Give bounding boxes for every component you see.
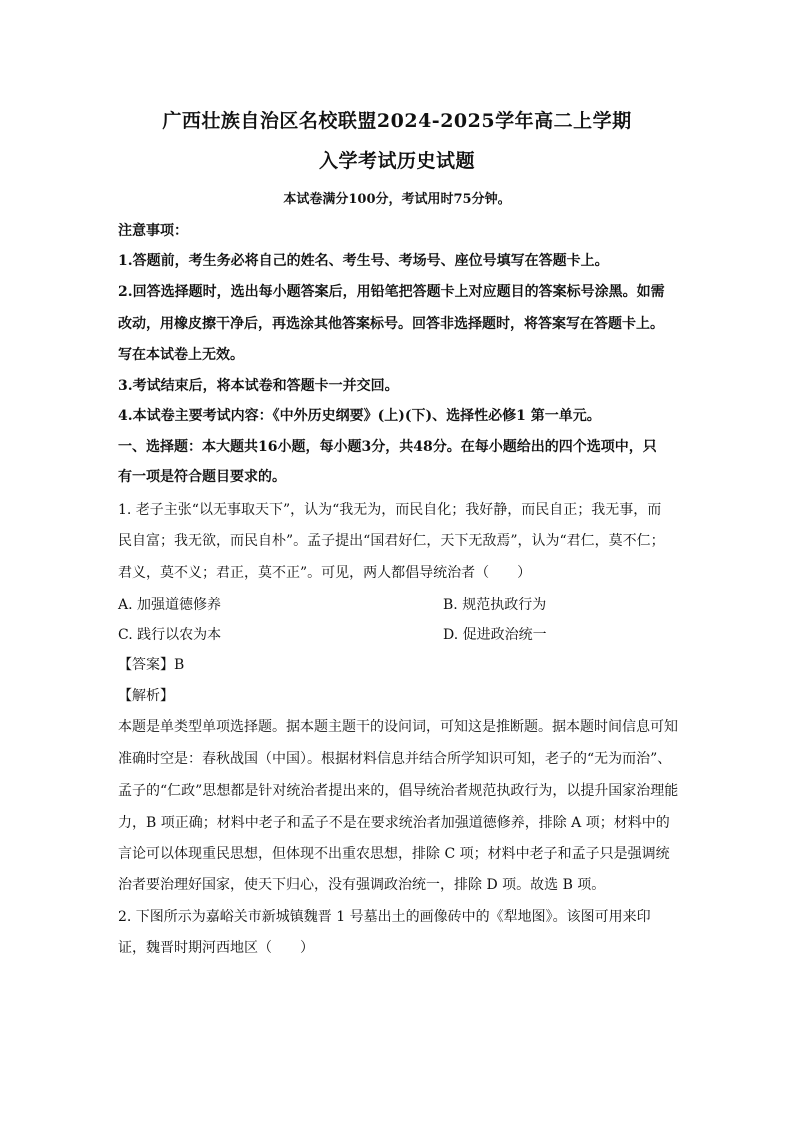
notes-item-2-end: 写在本试卷上无效。	[118, 347, 244, 363]
question-1-option-b: B. 规范执政行为	[443, 597, 547, 613]
notes-item-1: 1.答题前，考生务必将自己的姓名、考生号、考场号、座位号填写在答题卡上。	[118, 253, 609, 269]
exam-subtitle: 本试卷满分100分，考试用时75分钟。	[283, 192, 511, 207]
question-1-analysis-line3: 孟子的“仁政”思想都是针对统治者提出来的，倡导统治者规范执政行为，以提升国家治理能	[118, 783, 679, 799]
section-heading-line1: 一、选择题：本大题共16小题，每小题3分，共48分。在每小题给出的四个选项中，只	[118, 439, 657, 455]
question-2-line2: 证，魏晋时期河西地区（ ）	[118, 940, 314, 956]
question-1-analysis-line1: 本题是单类型单项选择题。据本题主题干的设问词，可知这是推断题。据本题时间信息可知	[118, 719, 678, 735]
question-1-line2: 民自富；我无欲，而民自朴”。孟子提出“国君好仁，天下无敌焉”，认为“君仁，莫不仁；	[118, 533, 665, 549]
question-1-option-c: C. 践行以农为本	[118, 627, 222, 643]
exam-title-line1: 广西壮族自治区名校联盟2024-2025学年高二上学期	[162, 110, 632, 132]
question-1-option-a: A. 加强道德修养	[118, 597, 222, 613]
notes-item-2-cont: 改动，用橡皮擦干净后，再选涂其他答案标号。回答非选择题时，将答案写在答题卡上。	[118, 316, 664, 332]
question-1-analysis-line4: 力，B 项正确；材料中老子和孟子不是在要求统治者加强道德修养，排除 A 项；材料中的	[118, 815, 670, 831]
section-heading-line2: 有一项是符合题目要求的。	[118, 469, 286, 485]
question-2-line1: 2. 下图所示为嘉峪关市新城镇魏晋 1 号墓出土的画像砖中的《犁地图》。该图可用来印	[118, 909, 651, 925]
question-1-analysis-line2: 准确时空是：春秋战国（中国）。根据材料信息并结合所学知识可知，老子的“无为而治”、	[118, 751, 672, 767]
exam-title-line2: 入学考试历史试题	[318, 150, 475, 172]
notes-heading: 注意事项：	[118, 223, 188, 239]
question-1-line3: 君义，莫不义；君正，莫不正”。可见，两人都倡导统治者（ ）	[118, 565, 532, 581]
notes-item-2: 2.回答选择题时，选出每小题答案后，用铅笔把答题卡上对应题目的答案标号涂黑。如需	[118, 284, 665, 300]
notes-item-4: 4.本试卷主要考试内容：《中外历史纲要》(上)(下)、选择性必修1 第一单元。	[118, 408, 601, 424]
question-1-answer: 【答案】B	[118, 657, 185, 673]
question-1-line1: 1. 老子主张“以无事取天下”，认为“我无为，而民自化；我好静，而民自正；我无事，而	[118, 502, 662, 518]
notes-item-3: 3.考试结束后，将本试卷和答题卡一并交回。	[118, 378, 399, 394]
question-1-option-d: D. 促进政治统一	[443, 627, 547, 643]
question-1-analysis-line6: 治者要治理好国家，使天下归心，没有强调政治统一，排除 D 项。故选 B 项。	[118, 877, 606, 893]
question-1-analysis-line5: 言论可以体现重民思想，但体现不出重农思想，排除 C 项；材料中老子和孟子只是强调统	[118, 846, 670, 862]
question-1-analysis-heading: 【解析】	[118, 688, 174, 704]
